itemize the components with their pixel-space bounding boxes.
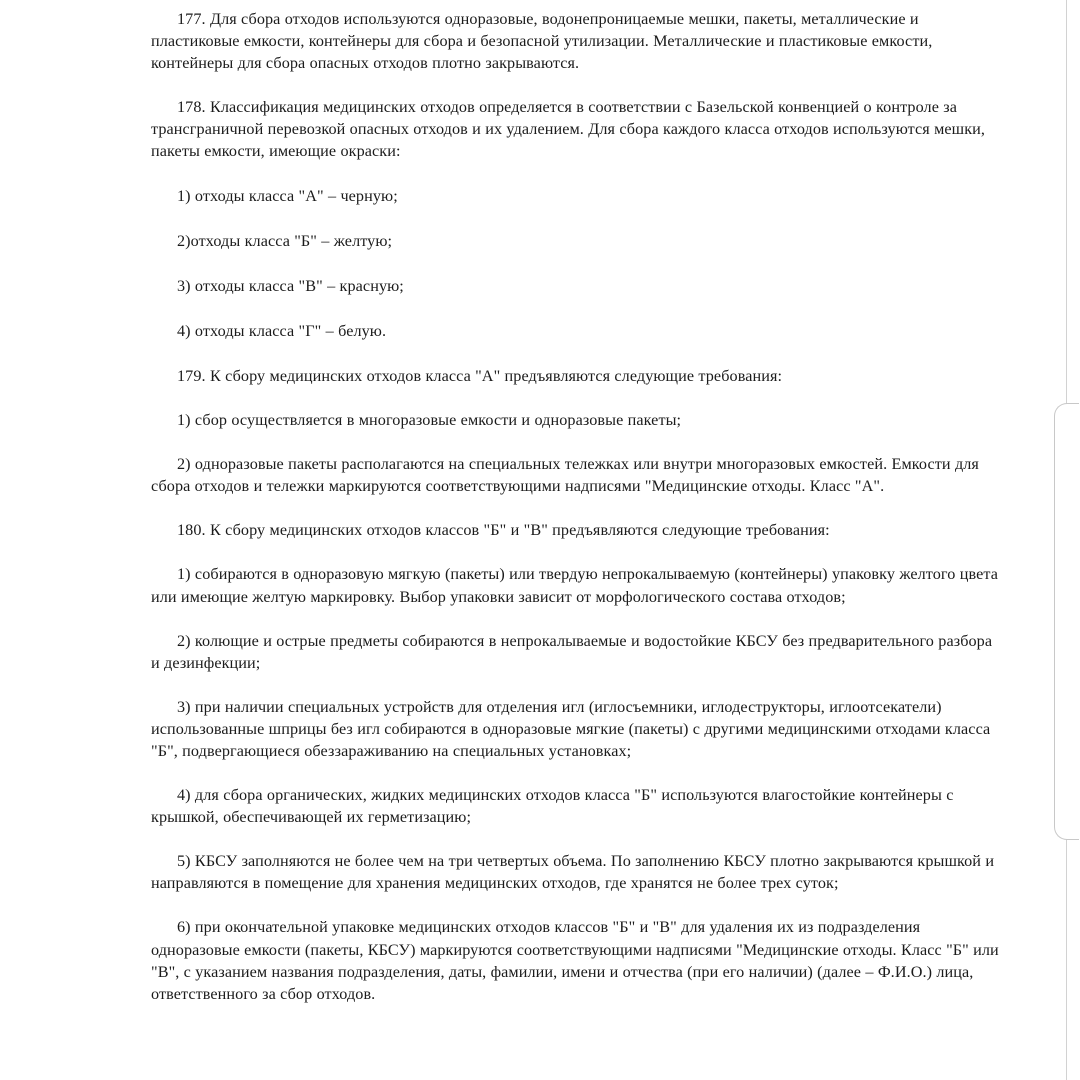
list-item-178-1: 1) отходы класса "А" – черную;	[177, 186, 398, 205]
vertical-scrollbar-track[interactable]	[1066, 0, 1080, 1080]
list-item-178-3: 3) отходы класса "В" – красную;	[177, 276, 404, 295]
list-item-180-4: 4) для сбора органических, жидких медицинских отходов класса "Б" используются влагостойкие контейнеры с крышкой, обеспечивающей их герметизацию;	[151, 786, 954, 827]
paragraph-179: 179. К сбору медицинских отходов класса "А" предъявляются следующие требования:	[177, 366, 783, 385]
vertical-scrollbar-thumb[interactable]	[1054, 403, 1079, 840]
list-item-179-2: 2) одноразовые пакеты располагаются на специальных тележках или внутри многоразовых емкостей. Емкости для сбора отходов и тележки маркируются соответствующими надписями "Медицинские отходы. Класс "А".	[151, 455, 979, 496]
list-item-180-6: 6) при окончательной упаковке медицинских отходов классов "Б" и "В" для удаления их из подразделения одноразовые емкости (пакеты, КБСУ) маркируются соответствующими надписями "Медицинские отходы. Класс "Б" или "В", с указанием названия подразделения, даты, фамилии, имени и отчества (при его наличии) (далее – Ф.И.О.) лица, ответственного за сбор отходов.	[151, 918, 999, 1003]
list-item-179-1: 1) сбор осуществляется в многоразовые емкости и одноразовые пакеты;	[177, 411, 682, 430]
list-item-180-5: 5) КБСУ заполняются не более чем на три четвертых объема. По заполнению КБСУ плотно закрываются крышкой и направляются в помещение для хранения медицинских отходов, где хранятся не более трех суток;	[151, 852, 995, 893]
paragraph-180: 180. К сбору медицинских отходов классов "Б" и "В" предъявляются следующие требования:	[177, 521, 830, 540]
list-item-178-4: 4) отходы класса "Г" – белую.	[177, 321, 387, 340]
list-item-180-1: 1) собираются в одноразовую мягкую (пакеты) или твердую непрокалываемую (контейнеры) упаковку желтого цвета или имеющие желтую маркировку. Выбор упаковки зависит от морфологического состава отходов;	[151, 565, 998, 606]
paragraph-177: 177. Для сбора отходов используются одноразовые, водонепроницаемые мешки, пакеты, металлические и пластиковые емкости, контейнеры для сбора и безопасной утилизации. Металлические и пластиковые емкости, контейнеры для сбора опасных отходов плотно закрываются.	[151, 10, 933, 73]
paragraph-178: 178. Классификация медицинских отходов определяется в соответствии с Базельской конвенцией о контроле за трансграничной перевозкой опасных отходов и их удалением. Для сбора каждого класса отходов используются мешки, пакеты емкости, имеющие окраски:	[151, 98, 986, 161]
list-item-180-2: 2) колющие и острые предметы собираются в непрокалываемые и водостойкие КБСУ без предварительного разбора и дезинфекции;	[151, 631, 993, 672]
document-body	[151, 8, 1001, 1005]
list-item-178-2: 2)отходы класса "Б" – желтую;	[177, 231, 393, 250]
list-item-180-3: 3) при наличии специальных устройств для отделения игл (иглосъемники, иглодеструкторы, иглоотсекатели) использованные шприцы без игл собираются в одноразовые мягкие (пакеты) с другими медицинскими отходами класса "Б", подвергающиеся обеззараживанию на специальных установках;	[151, 697, 991, 760]
